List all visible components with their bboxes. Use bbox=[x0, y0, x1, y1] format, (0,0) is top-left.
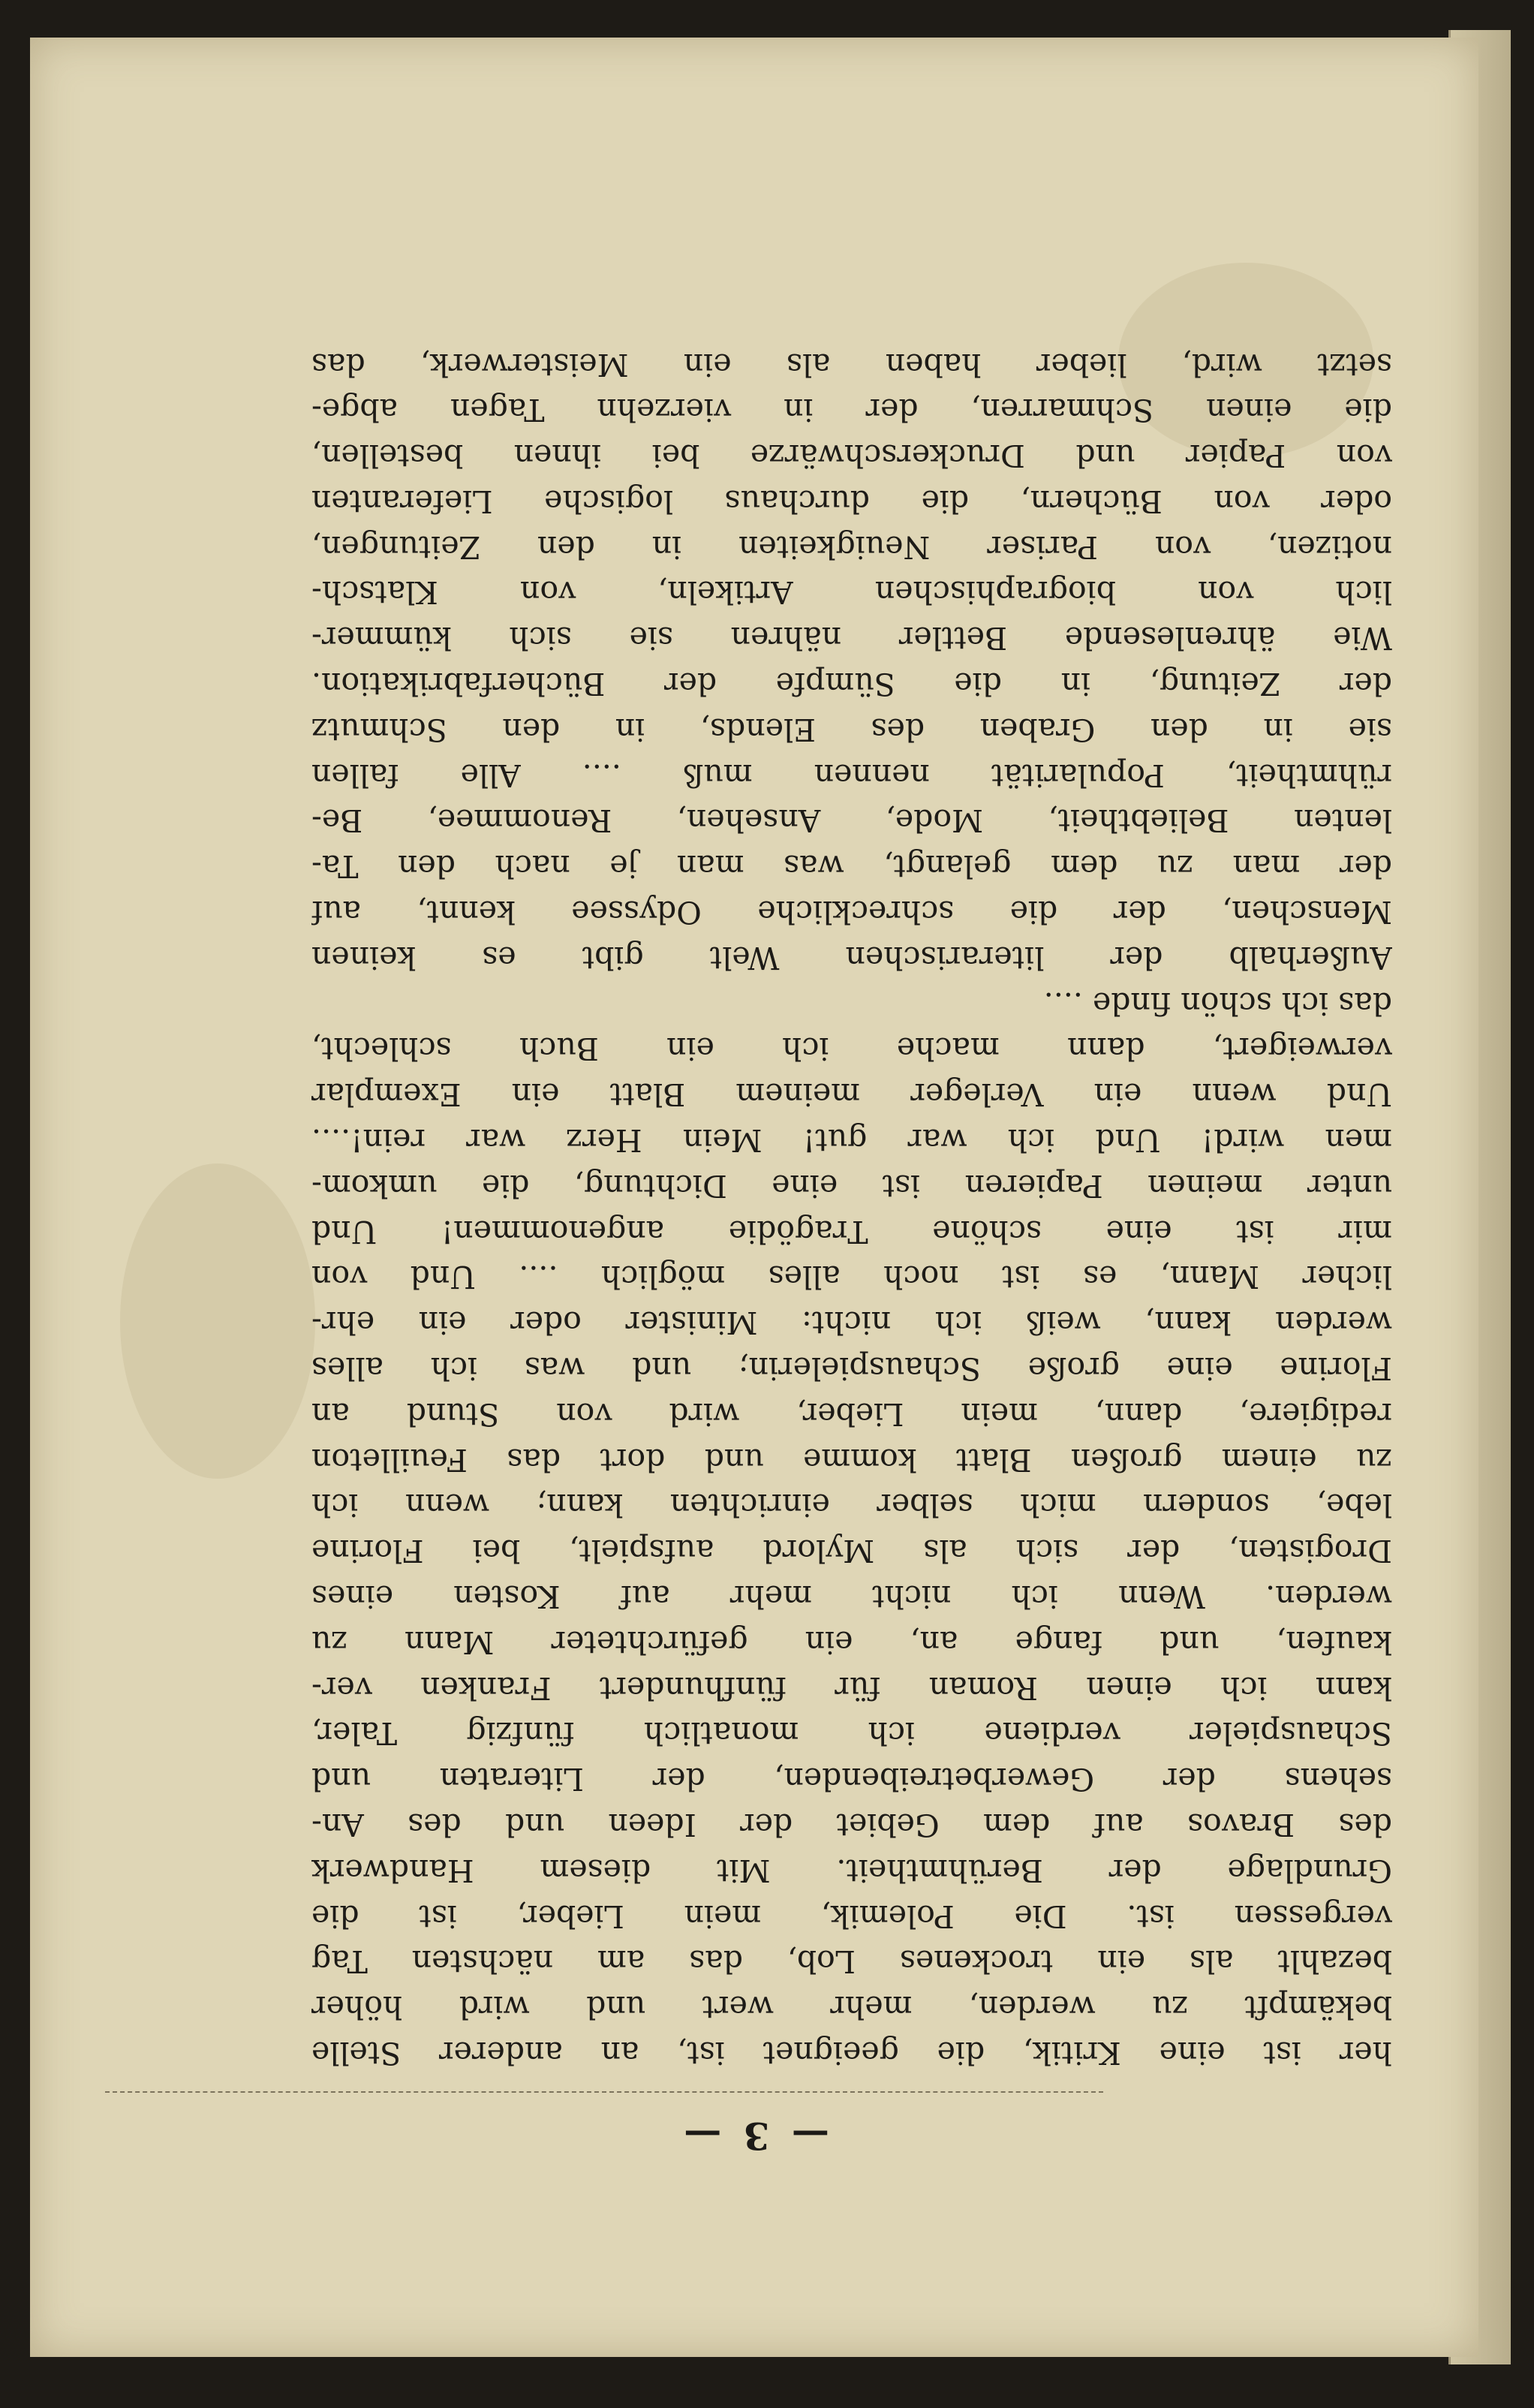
text-line: bekämpft zu werden, mehr wert und wird höher bbox=[311, 1989, 1392, 2026]
text-line: redigiere, dann, mein Lieber, wird von Stund an bbox=[311, 1395, 1392, 1432]
text-line: vergessen ist. Die Polemik, mein Lieber, ist die bbox=[311, 1898, 1392, 1934]
text-line: licher Mann, es ist noch alles möglich .... Und von bbox=[311, 1259, 1392, 1296]
text-line: kann ich einen Roman für fünfhundert Franken ver- bbox=[311, 1669, 1392, 1706]
upside-down-print-block bbox=[30, 38, 1478, 2357]
text-line: Grundlage der Berühmtheit. Mit diesem Handwerk bbox=[311, 1852, 1392, 1889]
text-line: sie in den Graben des Elends, in den Schmutz bbox=[311, 711, 1392, 748]
text-line: der Zeitung, in die Sümpfe der Bücherfabrikation. bbox=[311, 666, 1392, 703]
text-line: zu einem großen Blatt komme und dort das Feuilleton bbox=[311, 1441, 1392, 1478]
text-line: werden. Wenn ich nicht mehr auf Kosten eines bbox=[311, 1579, 1392, 1615]
text-line: lich von biographischen Artikeln, von Klatsch- bbox=[311, 574, 1392, 611]
text-line: kaufen, und fange an, ein gefürchteter Mann zu bbox=[311, 1624, 1392, 1660]
text-line: Wie ährenlesende Bettler nähren sie sich kümmer- bbox=[311, 620, 1392, 657]
text-line: notizen, von Pariser Neuigkeiten in den Zeitungen, bbox=[311, 528, 1392, 565]
text-line: lenten Beliebtheit, Mode, Ansehen, Renommee, Be- bbox=[311, 802, 1392, 839]
book-page bbox=[30, 38, 1478, 2357]
text-line: rühmtheit, Popularität nennen muß .... Alle fallen bbox=[311, 757, 1392, 793]
text-line: Drogisten, der sich als Mylord aufspielt, bei Florine bbox=[311, 1533, 1392, 1570]
text-line: des Bravos auf dem Gebiet der Ideen und des An- bbox=[311, 1807, 1392, 1844]
text-line: unter meinen Papieren ist eine Dichtung, die umkom- bbox=[311, 1167, 1392, 1204]
text-line: oder von Büchern, die durchaus logische Lieferanten bbox=[311, 483, 1392, 519]
text-line: der man zu dem gelangt, was man je nach den Ta- bbox=[311, 848, 1392, 885]
text-line: werden kann, weiß ich nicht: Minister oder ein ehr- bbox=[311, 1305, 1392, 1341]
text-line: Außerhalb der literarischen Welt gibt es keinen bbox=[311, 939, 1392, 976]
header-divider bbox=[105, 2091, 1103, 2093]
text-line: sehens der Gewerbetreibenden, der Literaten und bbox=[311, 1761, 1392, 1798]
text-line: lebe, sondern mich selber einrichten kann; wenn ich bbox=[311, 1487, 1392, 1524]
text-line: bezahlt als ein trockenes Lob, das am nächsten Tag bbox=[311, 1943, 1392, 1980]
text-line: die einen Schmarren, der in vierzehn Tagen abge- bbox=[311, 392, 1392, 429]
text-line: das ich schön finde .... bbox=[1043, 985, 1392, 1022]
text-line: her ist eine Kritik, die geeignet ist, an anderer Stelle bbox=[311, 2035, 1392, 2071]
text-line: Schauspieler verdiene ich monatlich fünfzig Taler, bbox=[311, 1715, 1392, 1752]
text-line: men wird! Und ich war gut! Mein Herz war rein!.... bbox=[311, 1122, 1392, 1159]
text-line: Und wenn ein Verleger meinem Blatt ein Exemplar bbox=[311, 1076, 1392, 1113]
text-line: setzt wird, lieber haben als ein Meisterwerk, das bbox=[311, 346, 1392, 383]
text-line: mir ist eine schöne Tragödie angenommen! Und bbox=[311, 1213, 1392, 1250]
text-line: von Papier und Druckerschwärze bei ihnen bestellen, bbox=[311, 438, 1392, 474]
text-line: verweigert, dann mache ich ein Buch schlecht, bbox=[311, 1031, 1392, 1067]
text-line: Florine eine große Schauspielerin; und was ich alles bbox=[311, 1350, 1392, 1387]
text-line: Menschen, der die schreckliche Odyssee kennt, auf bbox=[311, 894, 1392, 931]
page-number-header: — 3 — bbox=[679, 2114, 829, 2158]
body-text bbox=[311, 342, 1392, 2075]
